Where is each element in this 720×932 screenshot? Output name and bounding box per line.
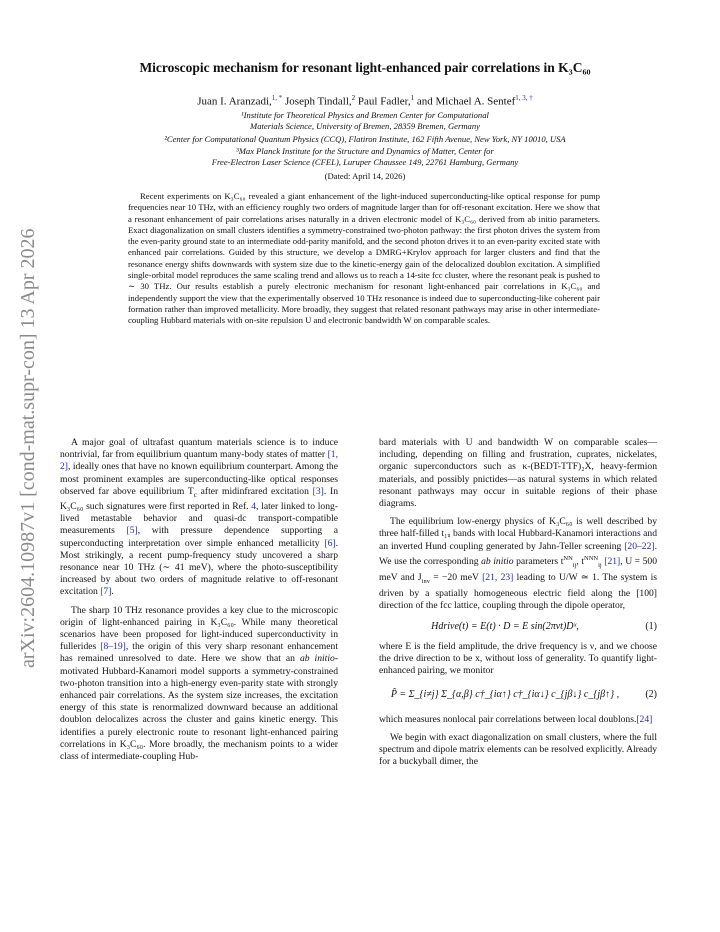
affiliation-line: Materials Science, University of Bremen, 28359 Bremen, Germany [250, 121, 480, 131]
body-text: leading to U/W ≃ 1. The system is driven by a spatially homogeneous electric field along the [100] direction of the fcc lattice, coupling through the dipole operator, [379, 572, 658, 612]
body-paragraph: bard materials with U and bandwidth W on comparable scales—including, depending on filling and frustration, cuprates, nickelates, organic superconductors such as κ-(BEDT-TTF)₂X, heavy-fermion materials, and possibly pnictides—as natural systems in which related resonant pathways may occur in suitable regions of their phase diagrams. [379, 437, 657, 510]
author-affil-mark: 2 [351, 94, 356, 102]
citation-link[interactable]: [6] [324, 537, 336, 549]
body-text: , U = 500 meV and J [379, 556, 658, 584]
citation-link[interactable]: [5] [126, 525, 138, 537]
body-text: , with pressure dependence supporting a superconducting interpretation over simple enhanced metallicity [60, 525, 338, 549]
abstract: Recent experiments on K₃C₆₀ revealed a giant enhancement of the light-induced superconducting-like optical response for pump frequencies near 10 THz, with an efficiency roughly two orders of magnitude larger than for off-resonant excitation. Here we show that a resonant enhancement of pair correlations arises naturally in a driven electronic model of K₃C₆₀ derived from ab initio parameters. Exact diagonalization on small clusters identifies a symmetry-constrained two-photon pathway: the first photon drives the system from the even-parity ground state to an intermediate odd-parity manifold, and the second photon drives it to an even-parity excited state with enhanced pair correlations. Guided by this structure, we develop a DMRG+Krylov approach for larger clusters and find that the resonance energy shifts downwards with system size due to the kinetic-energy gain of the delocalized doublon excitation. A simplified single-orbital model reproduces the same scaling trend and allows us to reach a 14-site fcc cluster, where the resonant peak is pushed to ∼ 30 THz. Our results establish a purely electronic mechanism for resonant light-enhanced pair correlations in K₃C₆₀ and independently support the view that the experimentally observed 10 THz resonance is indeed due to superconducting-like coherent pair formation rather than improved metallicity. More broadly, they suggest that related resonant pathways may arise in other intermediate-coupling Hubbard materials with on-site repulsion U and electronic bandwidth W on comparable scales. [128, 191, 600, 326]
body-text: = −20 meV [429, 572, 483, 584]
superscript: NNN [584, 554, 599, 562]
affiliation-line: Free-Electron Laser Science (CFEL), Luruper Chaussee 149, 22761 Hamburg, Germany [211, 157, 519, 167]
body-text: which measures nonlocal pair correlations between local doublons. [379, 713, 637, 725]
body-text-italic: ab initio [299, 653, 335, 665]
body-text: , later linked to long-lived metastable behavior and quasi-dc transport-compatible measurements [60, 500, 338, 537]
body-text-italic: ab initio [481, 556, 514, 568]
body-text: . In K₃C₆₀ such signatures were first reported in Ref. [60, 485, 339, 512]
citation-link[interactable]: [7] [100, 586, 112, 598]
equation-1 [379, 621, 657, 633]
author-name: Joseph Tindall, [282, 95, 352, 108]
dated-line: (Dated: April 14, 2026) [324, 171, 406, 181]
citation-link[interactable]: [3] [312, 485, 324, 497]
body-text: -motivated Hubbard-Kanamori model supports a symmetry-constrained two-photon transition into a high-energy even-parity state with strongly enhanced pair correlations. As the system size increases, the excitation energy of this state is renormalized downward because an additional doublon delocalizes across the cluster and gains kinetic energy. This identifies a purely electronic route to resonant light-enhanced pairing correlations in K₃C₆₀. More broadly, the mechanism points to a wider class of intermediate-coupling Hub- [60, 653, 339, 762]
author-affil-mark: 1 [410, 94, 415, 102]
subscript: ij [572, 561, 577, 569]
arxiv-id-text: arXiv:2604.10987v1 [cond-mat.supr-con] 13 Apr 2026 [17, 228, 39, 668]
body-text: , ideally ones that have no known equilibrium counterpart. Among the most prominent examples are superconducting-like optical responses observed far above equilibrium T [60, 461, 338, 497]
body-text: , t [576, 556, 584, 568]
arxiv-stamp [4, 170, 48, 670]
body-paragraph: where E is the field amplitude, the drive frequency is ν, and we choose the drive direction to be x, without loss of generality. To quantify light-enhanced pairing, we monitor [379, 640, 657, 677]
affiliation-line: ¹Institute for Theoretical Physics and Bremen Center for Computational [241, 110, 489, 120]
subscript: ij [598, 561, 602, 569]
citation-link[interactable]: 4 [251, 500, 257, 512]
body-paragraph [379, 516, 657, 612]
body-text: A major goal of ultrafast quantum materials science is to induce nontrivial, far from equilibrium quantum many-body states of matter [60, 437, 338, 461]
left-column [60, 437, 338, 769]
body-paragraph: We begin with exact diagonalization on small clusters, where the full spectrum and dipole matrix elements can be resolved explicitly. Already for a buckyball dimer, the [379, 731, 657, 768]
citation-link[interactable]: [8–19] [100, 641, 126, 653]
affiliation-line: ³Max Planck Institute for the Structure and Dynamics of Matter, Center for [236, 146, 494, 156]
body-text: . Most strikingly, a recent pump-frequency study uncovered a sharp resonance near 10 THz (∼ 41 meV), where the photo-susceptibility increased by about two orders of magnitude relative to off-resonant excitation [60, 537, 338, 598]
right-column [379, 437, 657, 774]
author-affil-mark: 1, 3, † [515, 94, 533, 102]
affiliation-line: ²Center for Computational Quantum Physics (CCQ), Flatiron Institute, 162 Fifth Avenue, New York, NY 10010, USA [164, 134, 566, 144]
superscript: NN [563, 554, 573, 562]
equation-body: Hdrive(t) = E(t) · D = E sin(2πνt)Dˣ, [431, 620, 579, 632]
author-name: Juan I. Aranzadi, [197, 95, 272, 108]
author-list [60, 94, 670, 108]
body-text: , the origin of this very sharp resonant enhancement has remained unresolved to date. Here we show that an [60, 641, 338, 665]
equation-body: P̂ = Σ_{i≠j} Σ_{α,β} c†_{iα↑} c†_{iα↓} c_{jβ↓} c_{jβ↑} , [390, 689, 620, 701]
equation-2 [379, 689, 657, 701]
body-text: parameters t [513, 556, 564, 568]
body-text: after midinfrared excitation [196, 485, 313, 497]
author-name: and Michael A. Sentef [414, 95, 516, 108]
citation-link[interactable]: [1, 2] [60, 449, 338, 473]
author-affil-mark: 1, * [271, 94, 283, 102]
subscript: inv [421, 578, 430, 586]
citation-link[interactable]: [21, 23] [482, 572, 514, 584]
paper-title: Microscopic mechanism for resonant light-enhanced pair correlations in K₃C₆₀ [139, 60, 591, 75]
body-paragraph [379, 714, 657, 726]
body-paragraph [60, 605, 338, 764]
author-name: Paul Fadler, [355, 95, 411, 108]
body-text: . [111, 586, 114, 598]
subscript: c [193, 490, 197, 499]
citation-link[interactable]: [20–22] [624, 540, 655, 552]
body-text: . We use the corresponding [379, 540, 657, 568]
equation-number: (1) [645, 620, 657, 632]
body-text: The sharp 10 THz resonance provides a key clue to the microscopic origin of light-enhanced pairing in K₃C₆₀. While many theoretical scenarios have been proposed for light-induced superconductivity in fullerides [60, 604, 338, 653]
equation-number: (2) [645, 689, 657, 701]
body-text: The equilibrium low-energy physics of K₃C₆₀ is well described by three half-filled t₁ᵤ bands with local Hubbard-Kanamori interactions and an inverted Hund coupling generated by Jahn-Teller screening [379, 516, 657, 552]
citation-link[interactable]: [21] [604, 556, 621, 568]
citation-link[interactable]: [24] [636, 713, 653, 725]
body-paragraph [60, 437, 338, 599]
